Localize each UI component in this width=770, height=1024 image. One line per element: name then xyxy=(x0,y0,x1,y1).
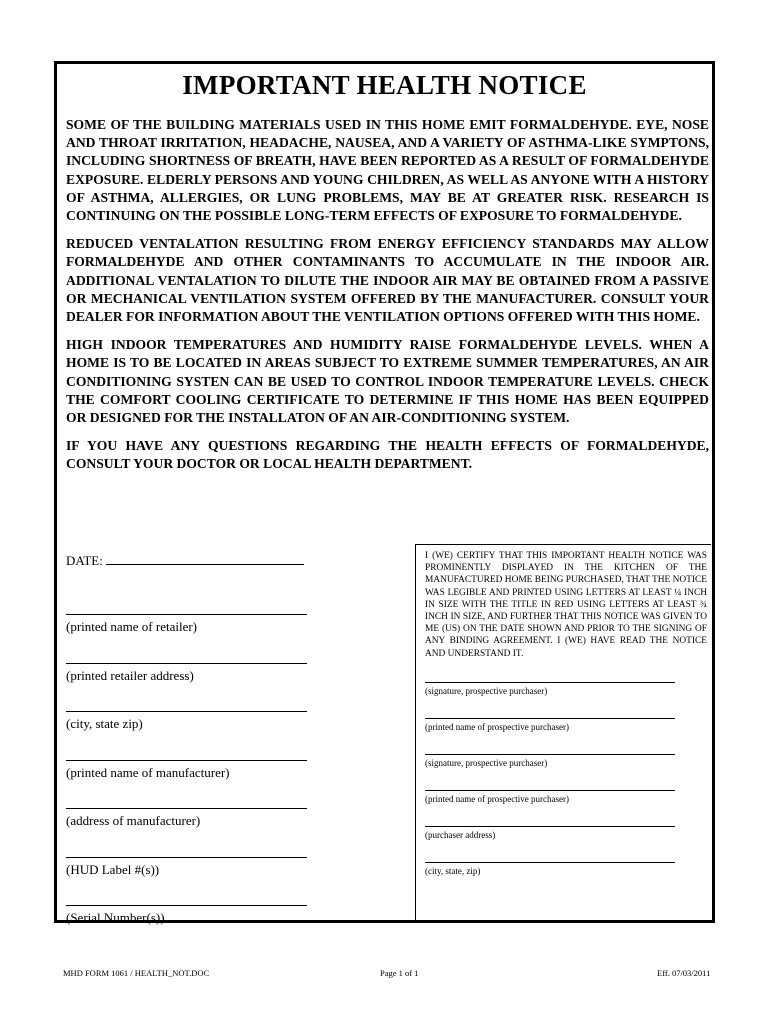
hud-label-line[interactable] xyxy=(66,843,307,858)
notice-body xyxy=(66,116,709,484)
manufacturer-name-field[interactable] xyxy=(66,746,316,795)
purchaser-city-line[interactable] xyxy=(425,854,675,863)
paragraph-ventilation: REDUCED VENTALATION RESULTING FROM ENERGY EFFICIENCY STANDARDS MAY ALLOW FORMALDEHYDE AND OTHER CONTAMINANTS TO ACCUMULATE IN THE INDOOR AIR. ADDITIONAL VENTALATION TO DILUTE THE INDOOR AIR MAY BE OBTAINED FROM A PASSIVE OR MECHANICAL VENTILATION SYSTEM OFFERED BY THE MANUFACTURER. CONSULT YOUR DEALER FOR INFORMATION ABOUT THE VENTILATION OPTIONS OFFERED WITH THIS HOME. xyxy=(66,236,709,325)
retailer-address-line[interactable] xyxy=(66,649,307,664)
hud-label-field[interactable] xyxy=(66,843,316,892)
paragraph-questions: IF YOU HAVE ANY QUESTIONS REGARDING THE HEALTH EFFECTS OF FORMALDEHYDE, CONSULT YOUR DOCTOR OR LOCAL HEALTH DEPARTMENT. xyxy=(66,438,709,472)
paragraph-temperature: HIGH INDOOR TEMPERATURES AND HUMIDITY RAISE FORMALDEHYDE LEVELS. WHEN A HOME IS TO BE LOCATED IN AREAS SUBJECT TO EXTREME SUMMER TEMPERATURES, AN AIR CONDITIONING SYSTEN CAN BE USED TO CONTROL INDOOR TEMPERATURE LEVELS. CHECK THE COMFORT COOLING CERTIFICATE TO DETERMINE IF THIS HOME HAS BEEN EQUIPPED OR DESIGNED FOR THE INSTALLATON OF AN AIR-CONDITIONING SYSTEM. xyxy=(66,337,709,426)
footer-effective-date: Eff. 07/03/2011 xyxy=(657,968,711,978)
purchaser-signature-1-label: (signature, prospective purchaser) xyxy=(425,685,548,696)
city-state-zip-line[interactable] xyxy=(66,697,307,712)
purchaser-city-field[interactable] xyxy=(425,854,699,876)
purchaser-city-label: (city, state, zip) xyxy=(425,865,481,876)
manufacturer-address-field[interactable] xyxy=(66,794,316,843)
retailer-name-label: (printed name of retailer) xyxy=(66,619,198,634)
retailer-address-label: (printed retailer address) xyxy=(66,667,194,683)
purchaser-address-label: (purchaser address) xyxy=(425,829,496,840)
retailer-address-field[interactable] xyxy=(66,649,316,698)
serial-number-line[interactable] xyxy=(66,891,307,906)
purchaser-name-1-field[interactable] xyxy=(425,710,699,732)
retailer-name-line[interactable] xyxy=(66,600,307,615)
manufacturer-address-label: (address of manufacturer) xyxy=(66,813,201,828)
hud-label-label: (HUD Label #(s)) xyxy=(66,861,160,877)
purchaser-address-field[interactable] xyxy=(425,818,699,840)
date-line[interactable] xyxy=(106,552,304,565)
serial-number-label: (Serial Number(s)) xyxy=(66,910,165,925)
city-state-zip-field[interactable] xyxy=(66,697,316,746)
manufacturer-address-line[interactable] xyxy=(66,794,307,809)
purchaser-certification-box xyxy=(415,544,711,922)
paragraph-formaldehyde: SOME OF THE BUILDING MATERIALS USED IN THIS HOME EMIT FORMALDEHYDE. EYE, NOSE AND THROAT IRRITATION, HEADACHE, NAUSEA, AND A VARIETY OF ASTHMA-LIKE SYMPTONS, INCLUDING SHORTNESS OF BREATH, HAVE BEEN REPORTED AS A RESULT OF FORMALDEHYDE EXPOSURE. ELDERLY PERSONS AND YOUNG CHILDREN, AS WELL AS ANYONE WITH A HISTORY OF ASTHMA, ALLERGIES, OR LUNG PROBLEMS, MAY BE AT GREATER RISK. RESEARCH IS CONTINUING ON THE POSSIBLE LONG-TERM EFFECTS OF EXPOSURE TO FORMALDEHYDE. xyxy=(66,117,709,224)
purchaser-signature-1-line[interactable] xyxy=(425,674,675,683)
date-field[interactable] xyxy=(66,552,316,600)
purchaser-name-2-line[interactable] xyxy=(425,782,675,791)
manufacturer-name-line[interactable] xyxy=(66,746,307,761)
purchaser-name-1-line[interactable] xyxy=(425,710,675,719)
purchaser-signature-1-field[interactable] xyxy=(425,674,699,696)
certification-text: I (WE) CERTIFY THAT THIS IMPORTANT HEALTH NOTICE WAS PROMINENTLY DISPLAYED IN THE KITCHEN OF THE MANUFACTURED HOME BEING PURCHASED, THAT THE NOTICE WAS LEGIBLE AND PRINTED USING LETTERS AT LEAST ¼ INCH IN SIZE WITH THE TITLE IN RED USING LETTERS AT LEAST ¾ INCH IN SIZE, AND FURTHER THAT THIS NOTICE WAS GIVEN TO ME (US) ON THE DATE SHOWN AND PRIOR TO THE SIGNING OF ANY BINDING AGREEMENT. I (WE) HAVE READ THE NOTICE AND UNDERSTAND IT. xyxy=(425,551,707,659)
serial-number-field[interactable] xyxy=(66,891,316,940)
notice-title: IMPORTANT HEALTH NOTICE xyxy=(182,70,587,100)
date-label: DATE: xyxy=(66,553,103,568)
city-state-zip-label: (city, state zip) xyxy=(66,716,143,731)
purchaser-name-2-label: (printed name of prospective purchaser) xyxy=(425,793,569,804)
purchaser-address-line[interactable] xyxy=(425,818,675,827)
footer-form-id: MHD FORM 1061 / HEALTH_NOT.DOC xyxy=(63,968,210,978)
retailer-name-field[interactable] xyxy=(66,600,316,649)
purchaser-name-2-field[interactable] xyxy=(425,782,699,804)
purchaser-name-1-label: (printed name of prospective purchaser) xyxy=(425,721,569,732)
purchaser-signature-2-label: (signature, prospective purchaser) xyxy=(425,757,548,768)
manufacturer-name-label: (printed name of manufacturer) xyxy=(66,764,230,780)
notice-frame xyxy=(54,61,715,923)
footer-page-number: Page 1 of 1 xyxy=(380,968,419,978)
retailer-fields xyxy=(66,552,316,940)
purchaser-signature-2-line[interactable] xyxy=(425,746,675,755)
purchaser-signature-2-field[interactable] xyxy=(425,746,699,768)
